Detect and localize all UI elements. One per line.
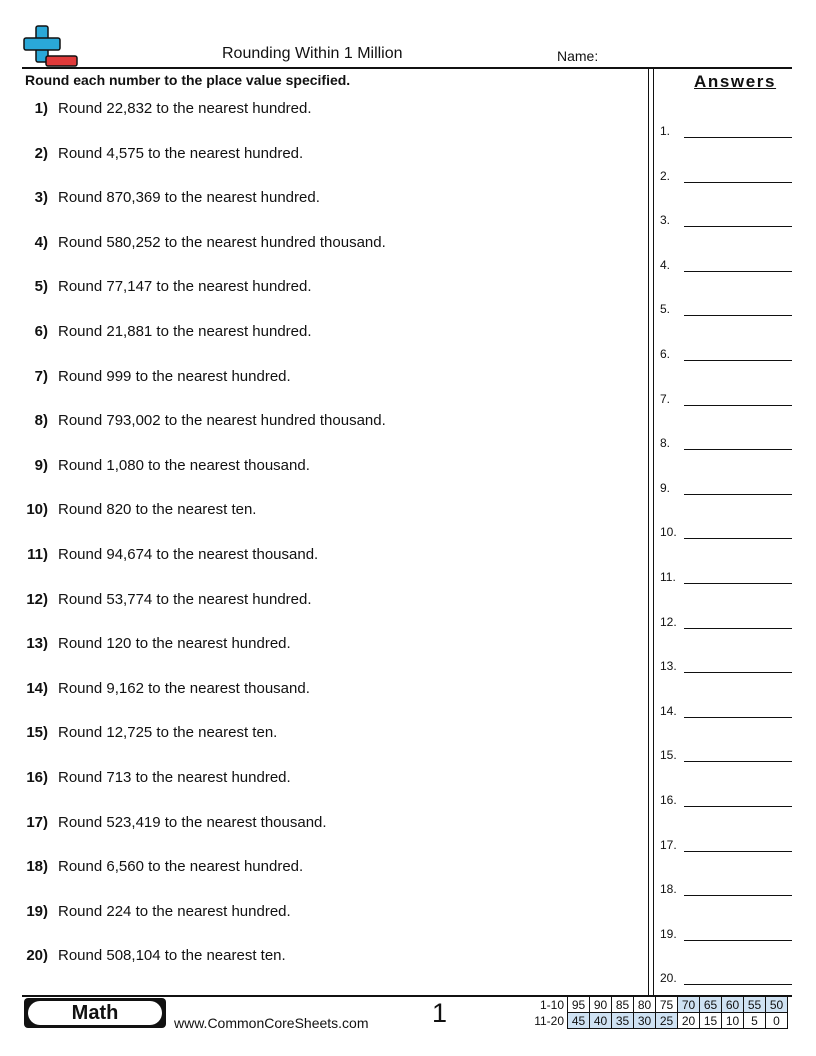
question-number: 7) — [34, 367, 48, 385]
name-label: Name: — [557, 48, 599, 64]
answer-blank[interactable] — [684, 538, 792, 539]
answer-number: 19. — [660, 926, 677, 941]
answer-line[interactable] — [660, 791, 792, 807]
question-number: 12) — [26, 590, 48, 608]
answer-number: 10. — [660, 525, 677, 540]
question-item — [0, 903, 640, 923]
answer-number: 20. — [660, 971, 677, 986]
answer-line[interactable] — [660, 122, 792, 138]
question-number: 3) — [34, 189, 48, 207]
question-item — [0, 501, 640, 521]
question-text: Round 870,369 to the nearest hundred. — [58, 189, 320, 207]
score-row — [528, 997, 788, 1013]
score-cell: 85 — [612, 997, 634, 1013]
question-number: 11) — [27, 546, 48, 563]
answer-blank[interactable] — [684, 895, 792, 896]
answer-number: 3. — [660, 213, 671, 228]
question-number: 2) — [34, 144, 48, 162]
score-cell: 80 — [634, 997, 656, 1013]
score-row-label: 11-20 — [534, 1013, 564, 1028]
score-cell: 0 — [766, 1013, 788, 1029]
answer-number: 11. — [660, 570, 676, 584]
answer-blank[interactable] — [684, 672, 792, 673]
answer-blank[interactable] — [684, 226, 792, 227]
answer-line[interactable] — [660, 390, 792, 406]
score-cell: 5 — [744, 1013, 766, 1029]
instructions: Round each number to the place value specified. — [25, 72, 351, 88]
question-item — [0, 457, 640, 477]
question-number: 9) — [34, 456, 48, 474]
answer-line[interactable] — [660, 702, 792, 718]
header-rule — [22, 67, 792, 69]
answer-blank[interactable] — [684, 315, 792, 316]
answer-blank[interactable] — [684, 449, 792, 450]
score-cell: 20 — [678, 1013, 700, 1029]
question-item — [0, 368, 640, 388]
question-number: 6) — [34, 323, 48, 340]
math-badge — [24, 998, 166, 1028]
question-number: 14) — [26, 679, 48, 697]
score-cell: 40 — [590, 1013, 612, 1029]
column-divider — [648, 68, 654, 995]
answer-number: 8. — [660, 436, 671, 451]
score-row — [528, 1013, 788, 1029]
answer-blank[interactable] — [684, 137, 792, 138]
question-text: Round 580,252 to the nearest hundred thousand. — [58, 233, 386, 251]
answer-blank[interactable] — [684, 494, 792, 495]
question-text: Round 793,002 to the nearest hundred thousand. — [58, 412, 386, 430]
answers-heading: Answers — [694, 72, 777, 91]
score-cell: 50 — [766, 997, 788, 1013]
page-number: 1 — [432, 998, 448, 1028]
answer-number: 16. — [660, 793, 677, 807]
answer-number: 12. — [660, 614, 677, 629]
answer-blank[interactable] — [684, 806, 792, 807]
question-text: Round 53,774 to the nearest hundred. — [58, 590, 312, 608]
answer-line[interactable] — [660, 523, 792, 539]
answer-line[interactable] — [660, 880, 792, 896]
answer-number: 18. — [660, 882, 677, 897]
answer-line[interactable] — [660, 256, 792, 272]
answer-blank[interactable] — [684, 761, 792, 762]
answer-line[interactable] — [660, 657, 792, 673]
question-text: Round 820 to the nearest ten. — [58, 501, 257, 519]
website-link[interactable]: www.CommonCoreSheets.com — [174, 1015, 369, 1031]
question-item — [0, 323, 640, 343]
question-number: 1) — [34, 100, 48, 117]
question-item — [0, 947, 640, 967]
score-cell: 45 — [568, 1013, 590, 1029]
answer-blank[interactable] — [684, 583, 792, 584]
answer-number: 15. — [660, 748, 677, 763]
answer-line[interactable] — [660, 167, 792, 183]
answer-blank[interactable] — [684, 984, 792, 985]
answer-blank[interactable] — [684, 628, 792, 629]
question-text: Round 77,147 to the nearest hundred. — [58, 278, 312, 296]
question-item — [0, 546, 640, 566]
answer-line[interactable] — [660, 613, 792, 629]
answer-line[interactable] — [660, 345, 792, 361]
score-cell: 15 — [700, 1013, 722, 1029]
score-cell: 90 — [590, 997, 612, 1013]
answer-number: 1. — [660, 124, 671, 138]
score-cell: 65 — [700, 997, 722, 1013]
answer-blank[interactable] — [684, 940, 792, 941]
score-cell: 30 — [634, 1013, 656, 1029]
question-number: 15) — [26, 724, 48, 742]
answer-line[interactable] — [660, 746, 792, 762]
question-item — [0, 635, 640, 655]
question-number: 10) — [26, 501, 48, 519]
answer-line[interactable] — [660, 836, 792, 852]
score-cell: 55 — [744, 997, 766, 1013]
answer-line[interactable] — [660, 211, 792, 227]
question-text: Round 1,080 to the nearest thousand. — [58, 456, 310, 474]
score-row-label: 1-10 — [539, 997, 564, 1012]
answer-line[interactable] — [660, 969, 792, 985]
question-number: 19) — [26, 902, 48, 920]
question-number: 5) — [34, 278, 48, 296]
answer-number: 4. — [660, 257, 671, 272]
question-item — [0, 591, 640, 611]
question-text: Round 523,419 to the nearest thousand. — [58, 813, 327, 831]
question-item — [0, 769, 640, 789]
answer-blank[interactable] — [684, 851, 792, 852]
question-text: Round 9,162 to the nearest thousand. — [58, 679, 310, 697]
question-text: Round 6,560 to the nearest hundred. — [58, 858, 304, 876]
question-item — [0, 680, 640, 700]
answer-number: 5. — [660, 302, 671, 317]
answer-line[interactable] — [660, 479, 792, 495]
answer-number: 9. — [660, 480, 671, 495]
answer-number: 6. — [660, 347, 671, 361]
answer-line[interactable] — [660, 434, 792, 450]
question-item — [0, 189, 640, 209]
answer-number: 17. — [660, 837, 677, 852]
score-cell: 35 — [612, 1013, 634, 1029]
score-cell: 70 — [678, 997, 700, 1013]
answer-line[interactable] — [660, 568, 792, 584]
score-cell: 75 — [656, 997, 678, 1013]
question-number: 18) — [26, 858, 48, 876]
question-text: Round 4,575 to the nearest hundred. — [58, 144, 304, 162]
score-cell: 60 — [722, 997, 744, 1013]
question-text: Round 12,725 to the nearest ten. — [58, 724, 278, 742]
question-number: 16) — [26, 769, 48, 786]
answer-blank[interactable] — [684, 360, 792, 361]
question-text: Round 94,674 to the nearest thousand. — [58, 546, 319, 563]
question-item — [0, 278, 640, 298]
question-number: 4) — [34, 233, 48, 251]
score-cell: 25 — [656, 1013, 678, 1029]
question-text: Round 224 to the nearest hundred. — [58, 902, 291, 920]
question-item — [0, 100, 640, 120]
question-item — [0, 814, 640, 834]
answer-blank[interactable] — [684, 717, 792, 718]
question-item — [0, 145, 640, 165]
question-number: 20) — [26, 947, 48, 965]
plus-minus-logo-icon — [22, 24, 80, 68]
question-text: Round 120 to the nearest hundred. — [58, 635, 291, 653]
answer-number: 2. — [660, 168, 671, 183]
question-text: Round 999 to the nearest hundred. — [58, 367, 291, 385]
question-item — [0, 412, 640, 432]
question-number: 17) — [26, 813, 48, 831]
answer-blank[interactable] — [684, 405, 792, 406]
math-badge-label: Math — [28, 1001, 162, 1025]
answer-line[interactable] — [660, 925, 792, 941]
question-number: 13) — [26, 635, 48, 653]
question-number: 8) — [34, 412, 48, 430]
answer-blank[interactable] — [684, 182, 792, 183]
question-item — [0, 858, 640, 878]
score-table — [528, 996, 788, 1029]
answer-number: 13. — [660, 659, 677, 674]
score-cell: 95 — [568, 997, 590, 1013]
question-text: Round 713 to the nearest hundred. — [58, 769, 291, 786]
question-item — [0, 234, 640, 254]
question-text: Round 508,104 to the nearest ten. — [58, 947, 286, 965]
answer-blank[interactable] — [684, 271, 792, 272]
answer-number: 14. — [660, 703, 677, 718]
answer-line[interactable] — [660, 300, 792, 316]
page-title: Rounding Within 1 Million — [222, 45, 403, 62]
question-text: Round 21,881 to the nearest hundred. — [58, 323, 312, 340]
answer-number: 7. — [660, 391, 671, 406]
question-text: Round 22,832 to the nearest hundred. — [58, 100, 312, 117]
score-cell: 10 — [722, 1013, 744, 1029]
question-item — [0, 724, 640, 744]
